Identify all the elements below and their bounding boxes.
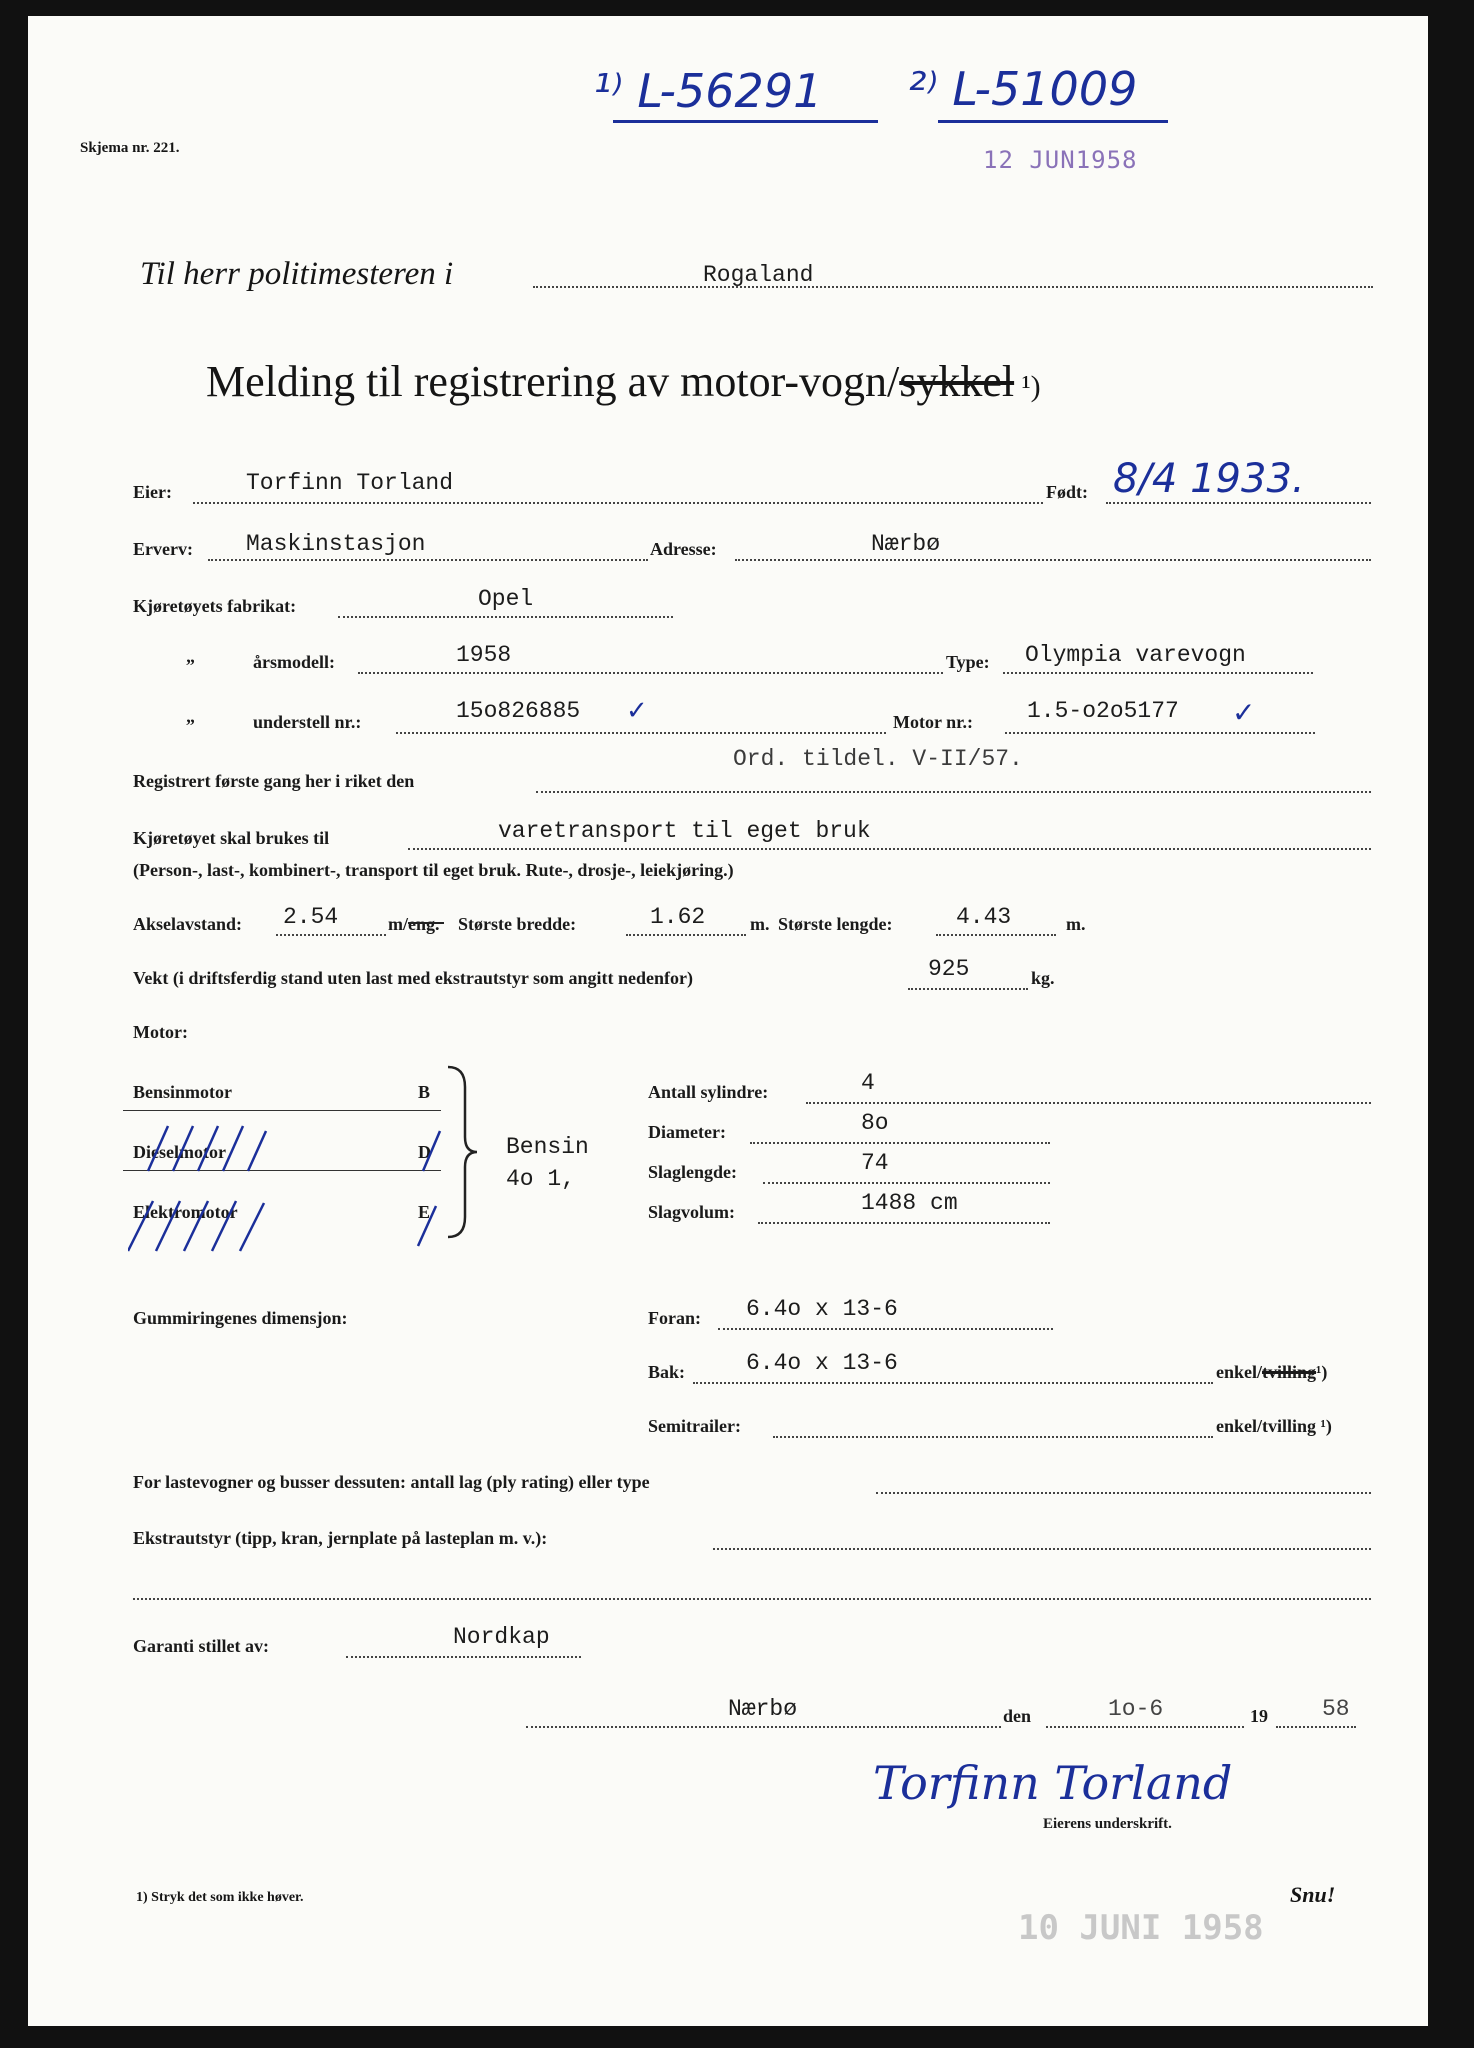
vekt-value: 925: [928, 956, 970, 982]
lengde-dotted-line: [936, 934, 1056, 936]
semitrailer-suffix: enkel/tvilling ¹): [1216, 1416, 1332, 1436]
bak-dotted-line: [693, 1382, 1213, 1384]
bruk-note: (Person-, last-, kombinert-, transport til eget bruk. Rute-, drosje-, leiekjøring.): [133, 860, 734, 880]
registration-form-page: [28, 16, 1428, 2026]
motor-type-bensin: Bensinmotor: [133, 1082, 232, 1102]
understell-value: 15o826885: [456, 698, 581, 724]
garanti-value: Nordkap: [453, 1624, 550, 1650]
addressee-value: Rogaland: [703, 262, 814, 288]
fabrikat-dotted-line: [338, 616, 673, 618]
title-note: ¹): [1014, 370, 1041, 403]
form-title: [206, 356, 1041, 407]
vekt-unit: kg.: [1031, 968, 1055, 988]
understell-dotted-line: [396, 732, 886, 734]
vekt-label: Vekt (i driftsferdig stand uten last med ekstrautstyr som angitt nedenfor): [133, 968, 693, 988]
semitrailer-dotted-line: [773, 1436, 1213, 1438]
motor-code-d: D: [418, 1142, 431, 1162]
motor-brace: [443, 1062, 483, 1242]
lastevogn-dotted-line: [876, 1492, 1371, 1494]
handwritten-underline-2: [938, 120, 1168, 123]
bruk-dotted-line: [408, 848, 1371, 850]
slagvolum-label: Slagvolum:: [648, 1202, 736, 1222]
slaglengde-dotted-line: [763, 1182, 1050, 1184]
arsmodell-label: årsmodell:: [253, 652, 335, 672]
diameter-dotted-line: [750, 1142, 1050, 1144]
erverv-label: Erverv:: [133, 539, 193, 559]
aksel-value: 2.54: [283, 904, 339, 930]
motor-type-diesel: Dieselmotor: [133, 1142, 226, 1162]
bredde-value: 1.62: [650, 904, 706, 930]
quote-mark-1: „: [186, 646, 195, 666]
motor-fuel-line1: Bensin: [506, 1134, 589, 1160]
type-dotted-line: [1003, 672, 1313, 674]
foran-value: 6.4o x 13-6: [746, 1296, 898, 1322]
handwritten-underline-1: [613, 120, 878, 123]
eier-value: Torfinn Torland: [246, 470, 454, 496]
date-stamp-bottom: 10 JUNI 1958: [1018, 1908, 1264, 1948]
ekstrautstyr-dotted-line-2: [133, 1598, 1371, 1600]
understell-check-mark: ✓: [626, 696, 648, 726]
erverv-value: Maskinstasjon: [246, 531, 426, 557]
bredde-dotted-line: [626, 934, 746, 936]
sylindre-label: Antall sylindre:: [648, 1082, 769, 1102]
quote-mark-2: „: [186, 706, 195, 726]
bredde-label: Største bredde:: [458, 914, 577, 934]
eier-dotted-line: [193, 502, 1043, 504]
bruk-label: Kjøretøyet skal brukes til: [133, 828, 330, 848]
handwritten-registration-number-1: ¹⁾ L-56291: [593, 64, 823, 118]
year-suffix: 58: [1322, 1696, 1350, 1722]
year-prefix: 19: [1250, 1706, 1268, 1726]
adresse-value: Nærbø: [871, 531, 941, 557]
slagvolum-dotted-line: [758, 1222, 1050, 1224]
type-label: Type:: [946, 652, 990, 672]
adresse-dotted-line: [735, 559, 1371, 561]
garanti-dotted-line: [346, 1656, 581, 1658]
foran-label: Foran:: [648, 1308, 701, 1328]
tires-label: Gummiringenes dimensjon:: [133, 1308, 348, 1328]
bak-suffix: [1216, 1362, 1327, 1383]
motor-nr-dotted-line: [1005, 732, 1315, 734]
registrert-value: Ord. tildel. V-II/57.: [733, 746, 1023, 772]
motor-nr-label: Motor nr.:: [893, 712, 973, 732]
arsmodell-value: 1958: [456, 642, 512, 668]
title-main: Melding til registrering av motor-vogn/: [206, 357, 900, 406]
handwritten-registration-number-2: ²⁾ L-51009: [908, 62, 1138, 116]
place-dotted-line: [526, 1726, 1001, 1728]
fodt-value: 8/4 1933.: [1113, 456, 1305, 502]
bruk-value: varetransport til eget bruk: [498, 818, 871, 844]
slagvolum-value: 1488 cm: [861, 1190, 958, 1216]
aksel-unit-strike: [408, 922, 444, 924]
motor-strike-marks: [128, 1111, 458, 1261]
arsmodell-dotted-line: [358, 672, 943, 674]
lastevogn-label: For lastevogner og busser dessuten: antall lag (ply rating) eller type: [133, 1472, 650, 1492]
addressee-label: Til herr politimesteren i: [140, 256, 454, 292]
form-number: Skjema nr. 221.: [80, 140, 180, 156]
motor-nr-value: 1.5-o2o5177: [1027, 698, 1179, 724]
sylindre-value: 4: [861, 1070, 875, 1096]
garanti-label: Garanti stillet av:: [133, 1636, 269, 1656]
title-struck: sykkel: [899, 357, 1015, 406]
bak-value: 6.4o x 13-6: [746, 1350, 898, 1376]
owner-signature: Torfinn Torland: [873, 1756, 1233, 1810]
slaglengde-label: Slaglengde:: [648, 1162, 738, 1182]
lengde-label: Største lengde:: [778, 914, 893, 934]
slaglengde-value: 74: [861, 1150, 889, 1176]
fodt-dotted-line: [1106, 502, 1371, 504]
aksel-dotted-line: [276, 934, 386, 936]
erverv-dotted-line: [208, 559, 648, 561]
registrert-label: Registrert første gang her i riket den: [133, 771, 415, 791]
motor-code-b: B: [418, 1082, 431, 1102]
fabrikat-label: Kjøretøyets fabrikat:: [133, 596, 297, 616]
bak-label: Bak:: [648, 1362, 686, 1382]
snu-label: Snu!: [1290, 1882, 1336, 1907]
date-value: 1o-6: [1108, 1696, 1164, 1722]
diameter-value: 8o: [861, 1110, 889, 1136]
motor-code-e: E: [418, 1202, 431, 1222]
bak-suffix-enkel: enkel/: [1216, 1362, 1263, 1382]
bredde-unit: m.: [750, 914, 770, 934]
bak-suffix-struck: tvilling: [1262, 1362, 1317, 1382]
type-value: Olympia varevogn: [1025, 642, 1246, 668]
place-value: Nærbø: [728, 1696, 798, 1722]
motor-fuel-line2: 4o 1,: [506, 1166, 576, 1192]
vekt-dotted-line: [908, 988, 1028, 990]
footnote: 1) Stryk det som ikke høver.: [136, 1890, 304, 1905]
den-label: den: [1003, 1706, 1032, 1726]
foran-dotted-line: [718, 1328, 1053, 1330]
motor-type-elektro: Elektromotor: [133, 1202, 238, 1222]
lengde-unit: m.: [1066, 914, 1086, 934]
aksel-label: Akselavstand:: [133, 914, 243, 934]
adresse-label: Adresse:: [650, 539, 717, 559]
signature-caption: Eierens underskrift.: [1043, 1816, 1172, 1832]
motor-label: Motor:: [133, 1022, 188, 1042]
ekstrautstyr-dotted-line: [713, 1548, 1371, 1550]
semitrailer-label: Semitrailer:: [648, 1416, 741, 1436]
lengde-value: 4.43: [956, 904, 1012, 930]
date-stamp-top: 12 JUN1958: [983, 146, 1138, 174]
fabrikat-value: Opel: [478, 586, 534, 612]
understell-label: understell nr.:: [253, 712, 362, 732]
fodt-label: Født:: [1046, 482, 1088, 502]
date-dotted-line: [1046, 1726, 1244, 1728]
eier-label: Eier:: [133, 482, 172, 502]
registrert-dotted-line: [536, 791, 1371, 793]
year-dotted-line: [1276, 1726, 1356, 1728]
motor-nr-check-mark: ✓: [1232, 696, 1256, 729]
sylindre-dotted-line: [806, 1102, 1371, 1104]
addressee-dotted-line: [533, 286, 1373, 288]
aksel-unit: m/eng.: [388, 914, 440, 934]
diameter-label: Diameter:: [648, 1122, 726, 1142]
ekstrautstyr-label: Ekstrautstyr (tipp, kran, jernplate på lasteplan m. v.):: [133, 1528, 548, 1548]
bak-suffix-note: ¹): [1316, 1362, 1328, 1382]
